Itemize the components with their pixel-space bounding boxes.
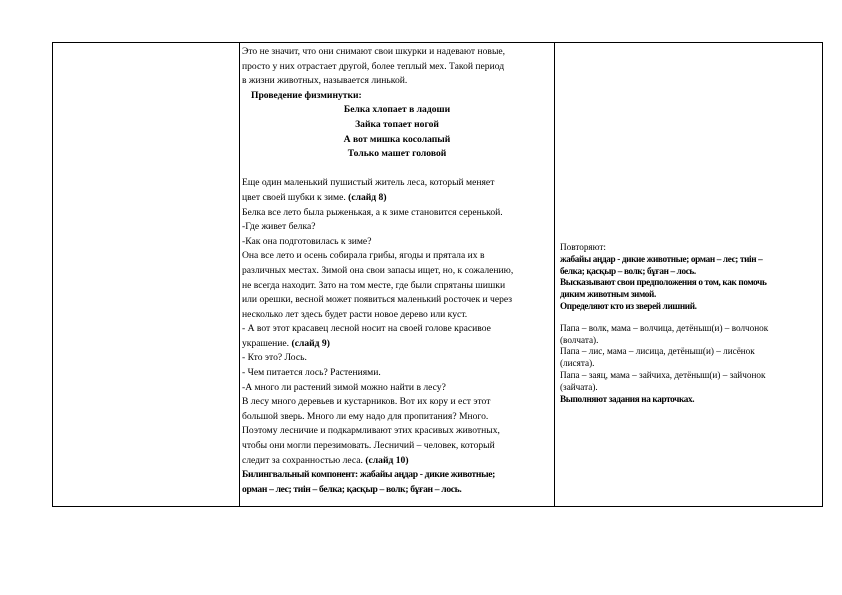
poem-line: А вот мишка косолапый	[343, 133, 451, 145]
paragraph-line: -Как она подготовилась к зиме?	[242, 235, 372, 247]
paragraph-line: следит за сохранностью леса. (слайд 10)	[242, 454, 409, 466]
bold-line: белка; қасқыр – волк; бұған – лось.	[560, 265, 696, 276]
paragraph-line: чтобы они могли перезимовать. Лесничий – человек, который	[242, 440, 495, 452]
paragraph-line: Она все лето и осень собирала грибы, ягоды и прятала их в	[242, 250, 485, 262]
bold-line: жабайы аңдар - дикие животные; орман – лес; тиін –	[560, 253, 763, 264]
family-line: Папа – заяц, мама – зайчиха, детёныш(и) – зайчонок	[560, 369, 766, 380]
family-line: Папа – волк, мама – волчица, детёныш(и) – волчонок	[560, 322, 769, 333]
slide-ref: (слайд 8)	[348, 191, 387, 203]
paragraph-line: или орешки, весной может появиться маленький росточек и через	[242, 294, 513, 306]
intro-line: просто у них отрастает другой, более теплый мех. Такой период	[242, 60, 505, 72]
paragraph-line: большой зверь. Много ли ему надо для пропитания? Много.	[242, 410, 489, 422]
paragraph-line: Поэтому лесничие и подкармливают этих красивых животных,	[242, 425, 500, 437]
paragraph-line: - Чем питается лось? Растениями.	[242, 367, 381, 379]
bilingual-component: Билингвальный компонент: жабайы аңдар - дикие животные;	[242, 469, 495, 481]
bold-line: диким животным зимой.	[560, 289, 656, 300]
paragraph-line: Белка все лето была рыженькая, а к зиме становится серенькой.	[242, 206, 503, 218]
lesson-plan-table	[52, 42, 823, 507]
bold-line: Высказывают свои предположения о том, как помочь	[560, 277, 767, 288]
fizminutka-title: Проведение физминутки:	[251, 89, 362, 101]
family-line: (волчата).	[560, 334, 599, 345]
paragraph-line: - А вот этот красавец лесной носит на своей голове красивое	[242, 323, 491, 335]
paragraph-line: -Где живет белка?	[242, 221, 316, 233]
paragraph-line: не всегда находит. Зато на том месте, где были спрятаны шишки	[242, 279, 506, 291]
paragraph-line: цвет своей шубки к зиме. (слайд 8)	[242, 191, 387, 203]
bold-line: Определяют кто из зверей лишний.	[560, 300, 697, 311]
family-line: (зайчата).	[560, 381, 598, 392]
paragraph-line: -А много ли растений зимой можно найти в лесу?	[242, 381, 446, 393]
paragraph-line: несколько лет здесь будет расти новое дерево или куст.	[242, 308, 468, 320]
teacher-activity-cell	[240, 43, 554, 506]
student-activity-cell	[556, 43, 822, 506]
paragraph-line: Еще один маленький пушистый житель леса, который меняет	[242, 177, 495, 189]
poem-line: Белка хлопает в ладоши	[343, 104, 451, 116]
poem-line: Только машет головой	[347, 148, 447, 160]
task-line: Выполняют задания на карточках.	[560, 393, 695, 404]
paragraph-line: украшение. (слайд 9)	[242, 337, 330, 349]
repeat-label: Повторяют:	[560, 242, 606, 252]
slide-ref: (слайд 10)	[365, 454, 409, 466]
intro-line: Это не значит, что они снимают свои шкурки и надевают новые,	[242, 46, 506, 57]
bilingual-component: орман – лес; тиін – белка; қасқыр – волк; бұған – лось.	[242, 483, 462, 495]
slide-ref: (слайд 9)	[291, 337, 330, 349]
column-divider-right	[554, 43, 555, 506]
family-line: (лисята).	[560, 358, 595, 369]
paragraph-line: - Кто это? Лось.	[242, 352, 307, 364]
intro-line: в жизни животных, называется линькой.	[242, 75, 408, 87]
poem-line: Зайка топает ногой	[355, 118, 439, 130]
paragraph-line: В лесу много деревьев и кустарников. Вот их кору и ест этот	[242, 396, 491, 408]
family-line: Папа – лис, мама – лисица, детёныш(и) – лисёнок	[560, 346, 755, 357]
paragraph-line: различных местах. Зимой она свои запасы ищет, но, к сожалению,	[242, 264, 514, 276]
